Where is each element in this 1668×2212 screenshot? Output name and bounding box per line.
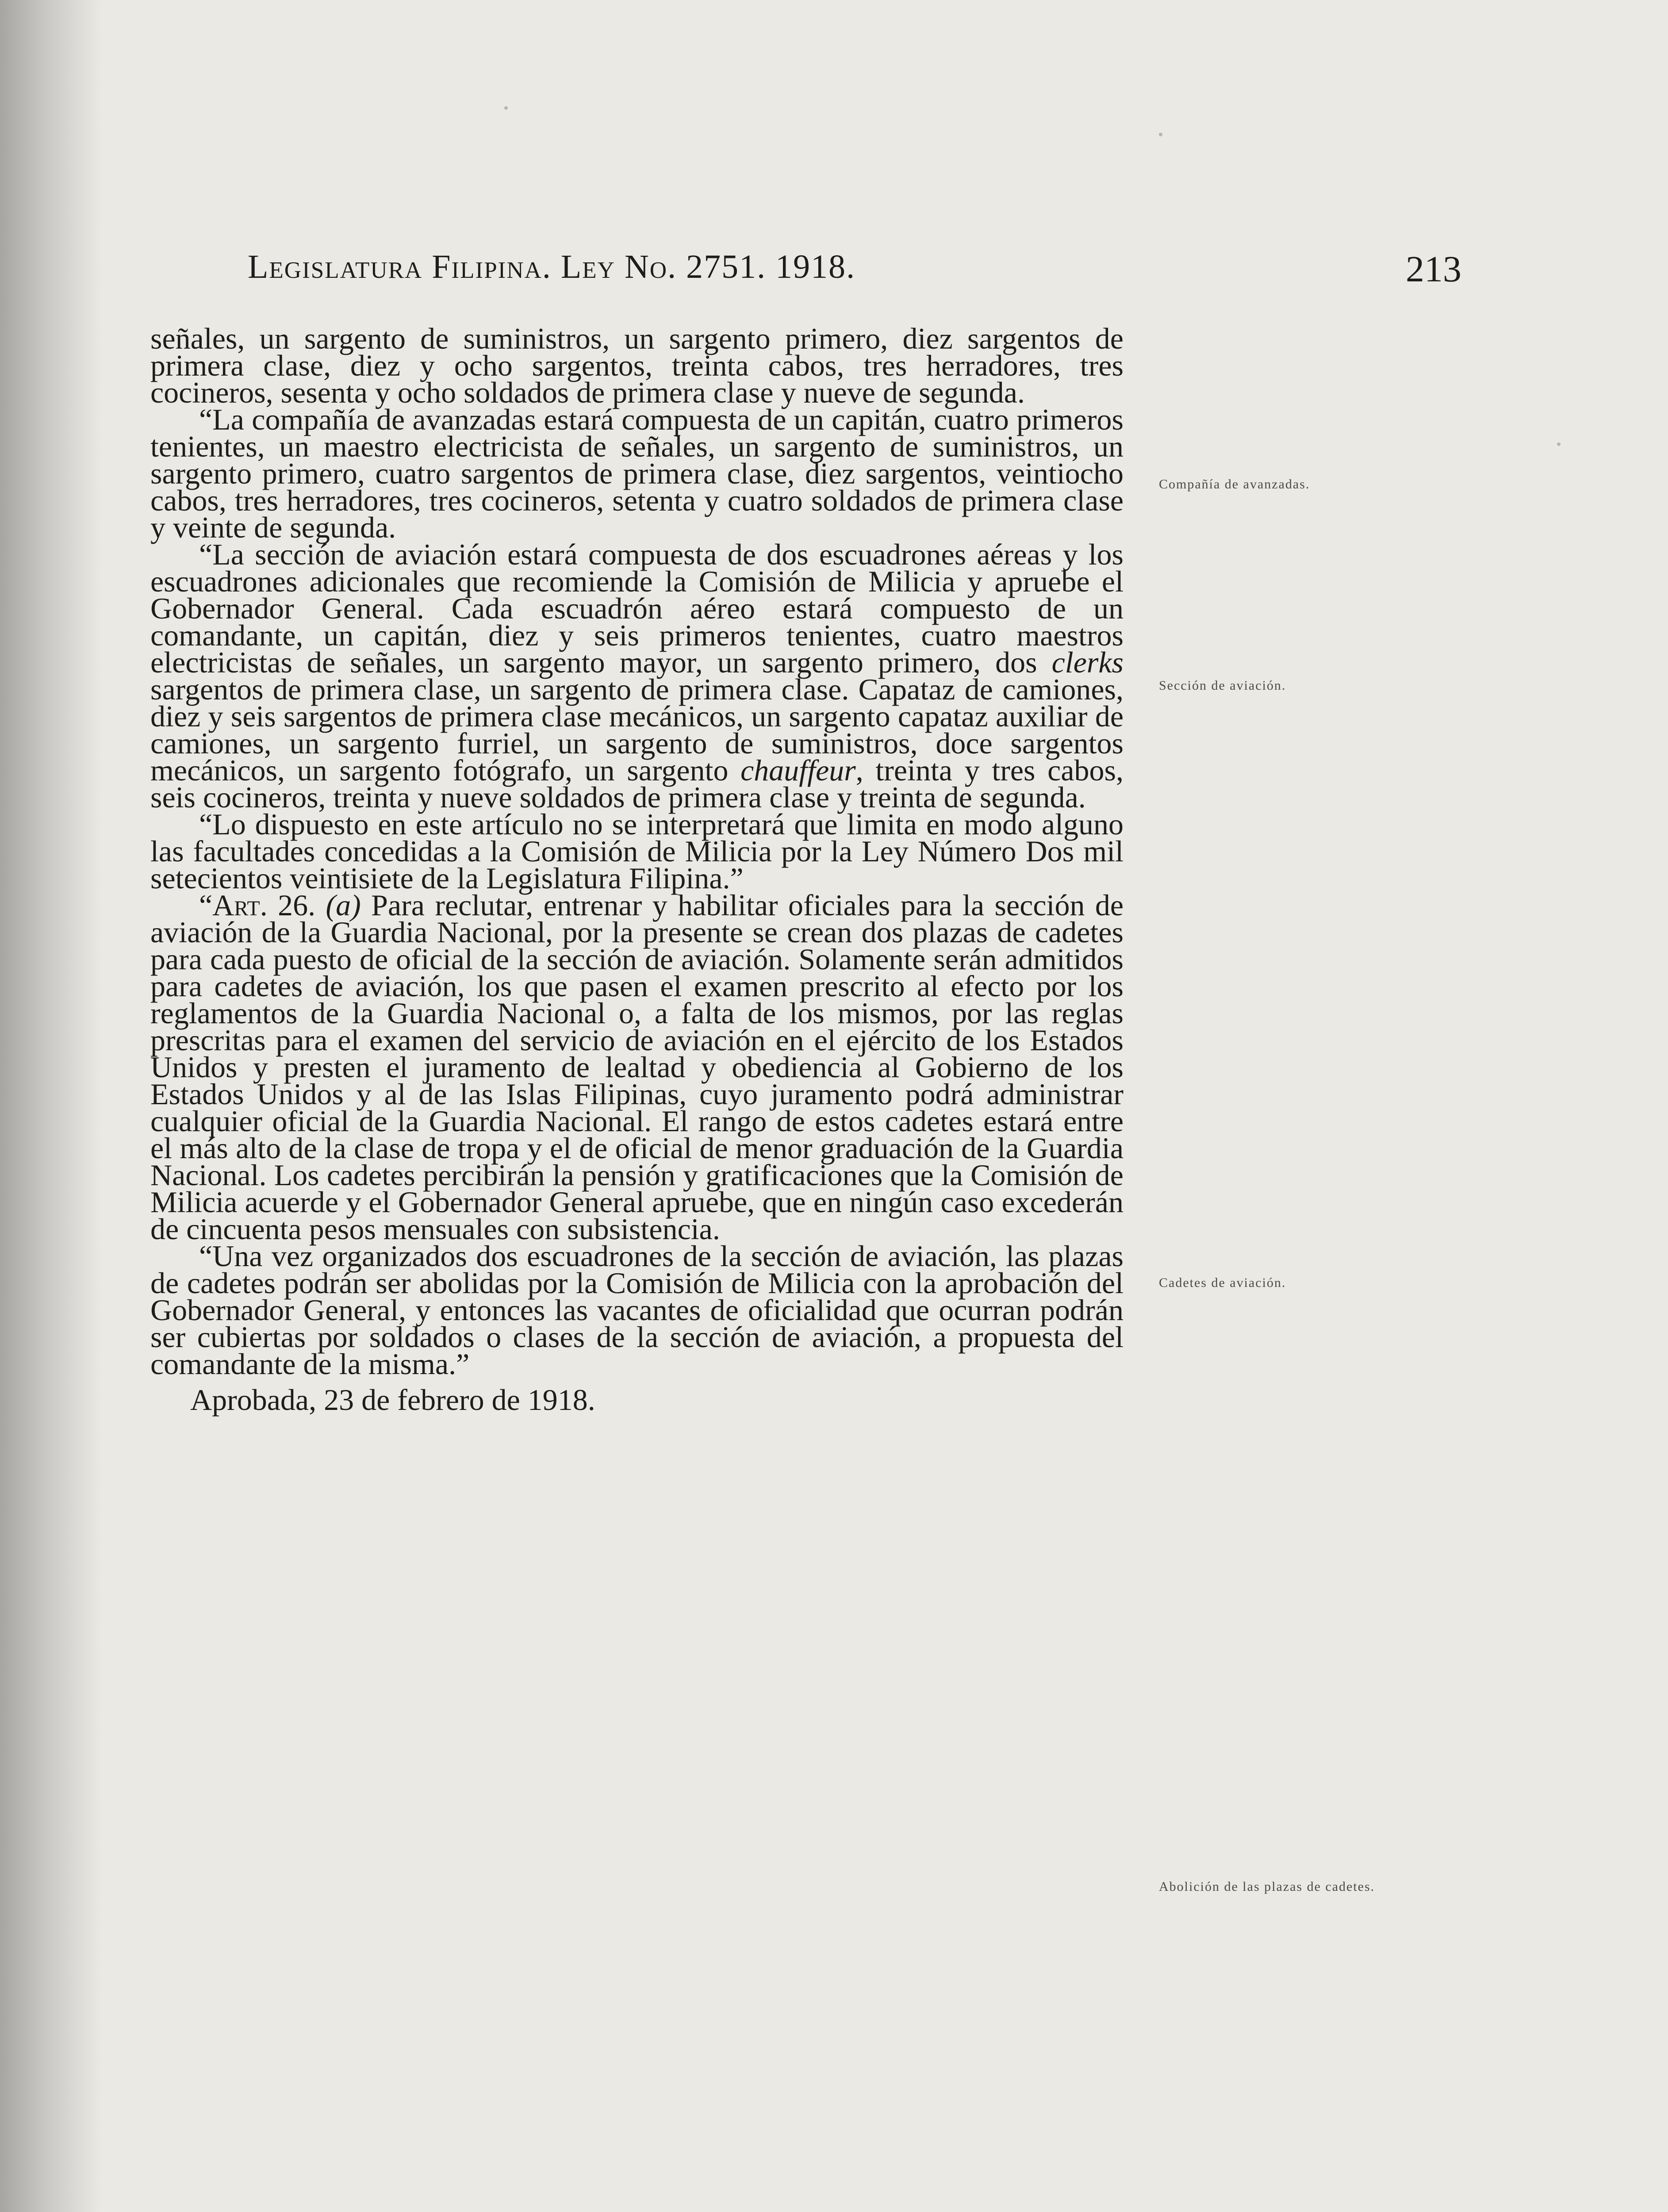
article-label: “Art. 26. [199,888,316,922]
paragraph-continuation: señales, un sargento de suministros, un sargento primero, diez sargentos de primera clase, diez y ocho sargentos, treinta cabos, tres herradores, tres cocineros, sesenta y ocho soldados de primera clase y nueve de segunda. [150,322,1124,409]
margin-note-abolicion: Abolición de las plazas de cadetes. [1159,1879,1375,1894]
margin-note-cadetes: Cadetes de aviación. [1159,1275,1286,1290]
scan-speck [504,106,508,110]
paragraph-abolicion: “Una vez organizados dos escuadrones de la sección de aviación, las plazas de cadetes podrán ser abolidas por la Comisión de Milicia con la aprobación del Gobernador General, y entonces las vacantes de oficialidad que ocurran podrán ser cubiertas por soldados o clases de la sección de aviación, a propuesta del comandante de la misma.” [150,1239,1124,1381]
text-run: sargentos de primera clase, un sargento de primera clase. Capataz de camiones, diez y seis sargentos de primera clase mecánicos, un sargento capataz auxiliar de camiones, un sargento furriel, un sargento de suministros, doce sargentos mecánicos, un sargento fotógrafo, un sargento [150,672,1124,787]
margin-note-seccion: Sección de aviación. [1159,678,1286,693]
approval-date: Aprobada, 23 de febrero de 1918. [190,1383,595,1417]
text-run: , treinta y tres cabos, seis cocineros, treinta y nueve soldados de primera clase y treinta de segunda. [150,753,1124,814]
paragraph-compania-avanzadas: “La compañía de avanzadas estará compuesta de un capitán, cuatro primeros tenientes, un maestro electricista de señales, un sargento de suministros, un sargento primero, cuatro sargentos de primera clase, diez sargentos, veintiocho cabos, tres herradores, tres cocineros, setenta y cuatro soldados de primera clase y veinte de segunda. [150,403,1124,544]
scan-speck [1557,442,1561,446]
scan-speck [1159,133,1162,136]
paragraph-interpretacion: “Lo dispuesto en este artículo no se interpretará que limita en modo alguno las facultades concedidas a la Comisión de Milicia por la Ley Número Dos mil setecientos veintisiete de la Legislatura Filipina.” [150,807,1124,895]
running-head: Legislatura Filipina. Ley No. 2751. 1918. [248,248,856,285]
margin-note-compania: Compañía de avanzadas. [1159,477,1310,492]
text-run: Para reclutar, entrenar y habilitar oficiales para la sección de aviación de la Guardia Nacional, por la presente se crean dos plazas de cadetes para cada puesto de oficial de la sección de aviación. Solamente serán admitidos para cadetes de aviación, los que pasen el examen prescrito al efecto por los reglamentos de la Guardia Nacional o, a falta de los mismos, por las reglas prescritas para el examen del servicio de aviación en el ejército de los Estados Unidos y presten el juramento de lealtad y obediencia al Gobierno de los Estados Unidos y al de las Islas Filipinas, cuyo juramento podrá administrar cualquier oficial de la Guardia Nacional. El rango de estos cadetes estará entre el más alto de la clase de tropa y el de oficial de menor graduación de la Guardia Nacional. Los cadetes percibirán la pensión y gratificaciones que la Comisión de Milicia acuerde y el Gobernador General apruebe, que en ningún caso excederán de cincuenta pesos mensuales con subsistencia. [150,888,1124,1246]
body-text [150,322,1124,1417]
paragraph-seccion-aviacion [150,538,1124,814]
page-number: 213 [1406,249,1461,290]
italic-term-chauffeur: chauffeur [740,753,856,787]
paragraph-article-26 [150,888,1124,1246]
italic-term-clerks: clerks [1051,645,1124,679]
text-run: “La sección de aviación estará compuesta de dos escuadrones aéreas y los escuadrones adicionales que recomiende la Comisión de Milicia y apruebe el Gobernador General. Cada escuadrón aéreo estará compuesto de un comandante, un capitán, diez y seis primeros tenientes, cuatro maestros electricistas de señales, un sargento mayor, un sargento primero, dos [150,538,1124,679]
subsection-marker: (a) [326,888,361,922]
